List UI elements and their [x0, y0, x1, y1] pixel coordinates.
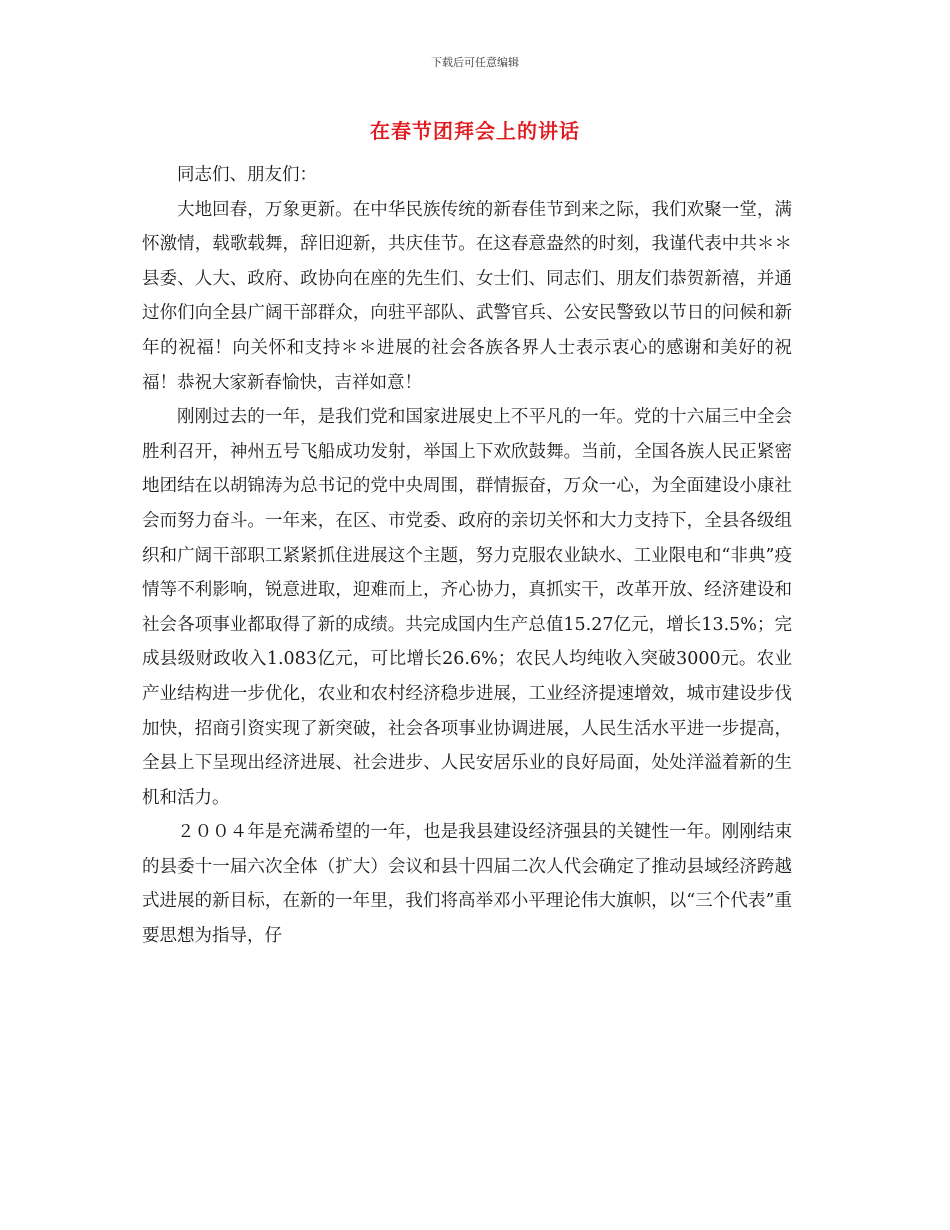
document-body	[142, 158, 792, 954]
paragraph: 刚刚过去的一年，是我们党和国家进展史上不平凡的一年。党的十六届三中全会胜利召开，神州五号飞船成功发射，举国上下欢欣鼓舞。当前，全国各族人民正紧密地团结在以胡锦涛为总书记的党中央周围，群情振奋，万众一心，为全面建设小康社会而努力奋斗。一年来，在区、市党委、政府的亲切关怀和大力支持下，全县各级组织和广阔干部职工紧紧抓住进展这个主题，努力克服农业缺水、工业限电和“非典”疫情等不利影响，锐意进取，迎难而上，齐心协力，真抓实干，改革开放、经济建设和社会各项事业都取得了新的成绩。共完成国内生产总值15.27亿元，增长13.5%；完成县级财政收入1.083亿元，可比增长26.6%；农民人均纯收入突破3000元。农业产业结构进一步优化，农业和农村经济稳步进展，工业经济提速增效，城市建设步伐加快，招商引资实现了新突破，社会各项事业协调进展，人民生活水平进一步提高，全县上下呈现出经济进展、社会进步、人民安居乐业的良好局面，处处洋溢着新的生机和活力。	[142, 407, 792, 808]
salutation: 同志们、朋友们：	[177, 165, 317, 185]
page-header-note: 下载后可任意编辑	[431, 56, 519, 69]
document-title: 在春节团拜会上的讲话	[370, 119, 580, 143]
paragraph: 大地回春，万象更新。在中华民族传统的新春佳节到来之际，我们欢聚一堂，满怀激情，载歌载舞，辞旧迎新，共庆佳节。在这春意盎然的时刻，我谨代表中共＊＊县委、人大、政府、政协向在座的先生们、女士们、同志们、朋友们恭贺新禧，并通过你们向全县广阔干部群众，向驻平部队、武警官兵、公安民警致以节日的问候和新年的祝福！向关怀和支持＊＊进展的社会各族各界人士表示衷心的感谢和美好的祝福！恭祝大家新春愉快，吉祥如意！	[142, 199, 792, 393]
paragraph: ２００４年是充满希望的一年，也是我县建设经济强县的关键性一年。刚刚结束的县委十一届六次全体（扩大）会议和县十四届二次人代会确定了推动县域经济跨越式进展的新目标，在新的一年里，我们将高举邓小平理论伟大旗帜，以“三个代表”重要思想为指导，仔	[142, 822, 792, 947]
